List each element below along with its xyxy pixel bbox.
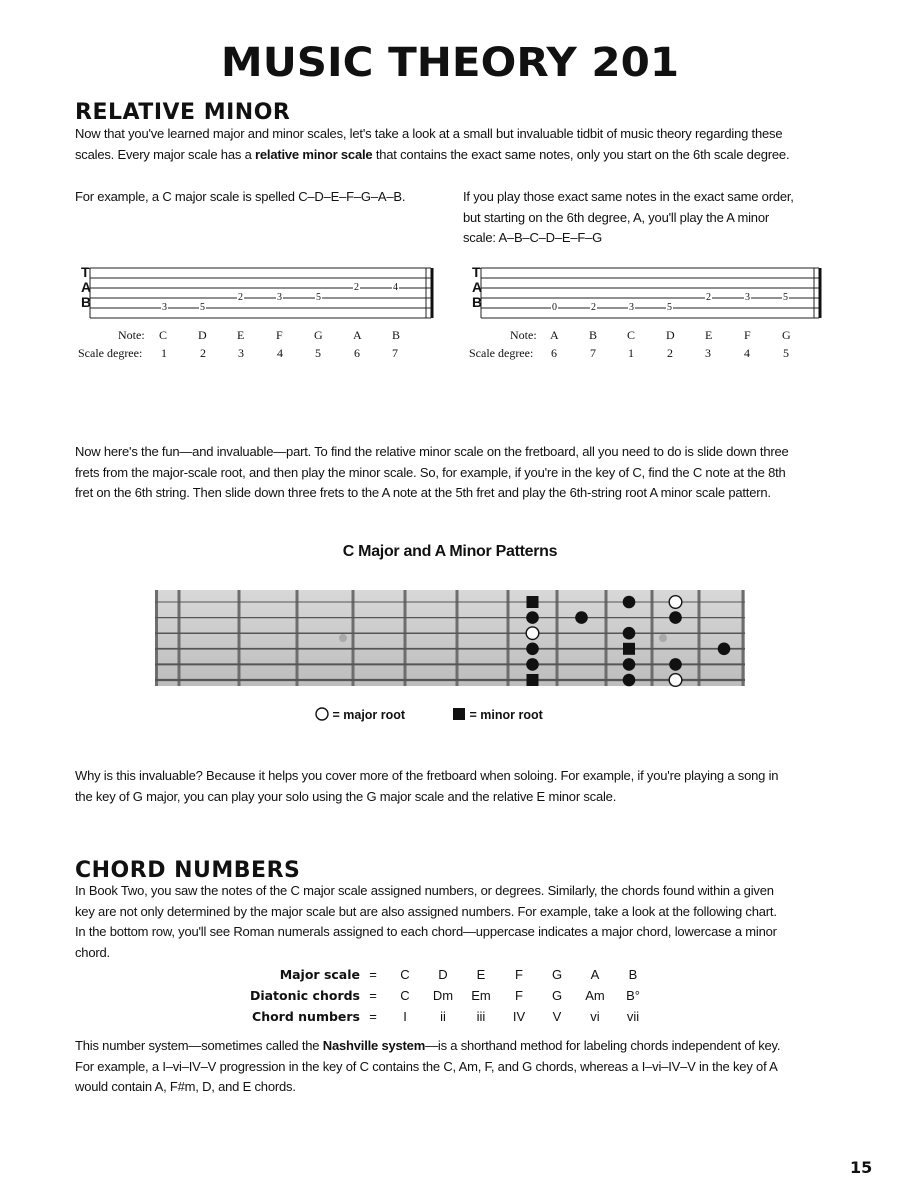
degree-row-label: Scale degree: [78,346,143,360]
fret-wire [698,590,701,686]
degree-row-label: Scale degree: [469,346,534,360]
degree-label: 7 [590,346,596,360]
degree-label: 7 [392,346,398,360]
chord-cell: iii [476,1009,486,1024]
tab-lines [469,262,829,322]
nashville-term: Nashville system [322,1038,426,1053]
intro-text: scales. Every major scale has a [75,146,256,162]
tab-fret-number: 4 [393,282,398,293]
why-line-1: Why is this invaluable? Because it helps you cover more of the fretboard when soloing. For example, if you're playing a song in [75,768,779,783]
scale-note-marker [718,643,731,656]
degree-label: 2 [667,346,673,360]
chord-row-label: Chord numbers [252,1009,360,1024]
scale-note-marker [575,611,588,624]
degree-label: 3 [705,346,711,360]
chord-chart-table [232,964,652,1027]
note-label: C [627,328,636,342]
example-right-line-3: scale: A–B–C–D–E–F–G [463,230,603,245]
slide-paragraph [75,442,835,504]
degree-label: 6 [354,346,360,360]
nashville-line-1 [75,1036,835,1057]
degree-label: 1 [628,346,634,360]
chord-cell: G [551,988,563,1003]
example-right [463,187,843,249]
legend-major-root [315,707,405,722]
fret-wire [651,590,654,686]
note-label: G [314,328,323,342]
tab-fret-number: 0 [552,302,557,313]
why-line-2: the key of G major, you can play your solo using the G major scale and the relative E minor scale. [75,788,617,804]
note-label: A [353,328,362,342]
chord-chart-row [232,964,652,985]
diagram-caption: C Major and A Minor Patterns [342,543,558,560]
degree-label: 4 [744,346,750,360]
slide-line-2: frets from the major-scale root, and then play the minor scale. So, for example, if you're in the key of C, find the C note at the 8th [75,464,786,480]
chord-row-label: Major scale [279,967,360,982]
major-root-marker [526,627,539,640]
intro-text-end: that contains the exact same notes, only you start on the 6th scale degree. [372,146,790,162]
chord-line-4: chord. [75,944,110,960]
example-right-line-1: If you play those exact same notes in the exact same order, [463,189,794,204]
scale-note-marker [669,658,682,671]
chord-chart [232,964,652,1027]
legend-major-label: = major root [332,708,406,722]
section-heading-chord-numbers: CHORD NUMBERS [75,858,301,883]
fretboard-diagram [155,586,745,690]
tab-letter-a: A [81,279,92,295]
example-right-line-2: but starting on the 6th degree, A, you'll play the A minor [463,209,769,225]
tab-fret-number: 3 [745,292,750,303]
tab-letter-t: T [81,264,90,280]
note-label: B [392,328,401,342]
chord-cell: vi [590,1009,600,1024]
fret-wire [178,590,181,686]
scale-note-marker [623,674,636,687]
tab-fret-number: 3 [162,302,167,313]
why-paragraph [75,766,835,807]
chord-numbers-paragraph [75,881,835,963]
degree-label: 5 [315,346,321,360]
chord-line-3: In the bottom row, you'll see Roman numerals assigned to each chord—uppercase indicates a major chord, lowercase a minor [75,924,777,939]
section-heading-relative-minor: RELATIVE MINOR [75,100,291,125]
tab-fret-number: 5 [667,302,672,313]
note-label: E [237,328,245,342]
tab-staff-a-minor [469,262,829,362]
chord-line-1: In Book Two, you saw the notes of the C major scale assigned numbers, or degrees. Similarly, the chords found within a given [75,883,774,898]
chord-cell: Dm [432,988,454,1003]
major-root-marker [669,674,682,687]
slide-line-1: Now here's the fun—and invaluable—part. To find the relative minor scale on the fretboard, all you need to do is slide down three [75,444,789,459]
chord-chart-row [232,985,652,1006]
major-root-marker [669,596,682,609]
degree-label: 3 [238,346,244,360]
fret-wire [238,590,241,686]
tab-fret-number: 3 [629,302,634,313]
chord-cell: F [515,967,523,982]
note-label: G [782,328,791,342]
nashville-line-2: For example, a I–vi–IV–V progression in the key of C contains the C, Am, F, and G chords, whereas a I–vi–IV–V in the key of A [75,1058,778,1074]
intro-line-1: Now that you've learned major and minor scales, let's take a look at a small but invaluable tidbit of music theory regarding these [75,126,783,141]
chord-chart-row [232,1006,652,1027]
legend-minor-label: = minor root [469,708,543,722]
fret-wire [507,590,510,686]
chord-cell: vii [626,1009,640,1024]
tab-fret-number: 2 [354,282,359,293]
open-circle-icon [315,707,329,721]
note-row-label: Note: [118,328,145,342]
degree-label: 6 [551,346,557,360]
fret-wire [556,590,559,686]
chord-line-2: key are not only determined by the major scale but are also assigned numbers. For example, take a look at the following chart. [75,903,777,919]
chord-row-equals: = [369,988,377,1003]
fret-wire [155,590,158,686]
chord-cell: G [551,967,563,982]
tab-fret-number: 5 [200,302,205,313]
intro-line-2 [75,145,835,166]
chord-cell: V [552,1009,562,1024]
note-label: F [276,328,283,342]
tab-staff-c-major [78,262,438,362]
inlay-dot [659,634,667,642]
tab-fret-number: 5 [783,292,788,303]
example-left: For example, a C major scale is spelled C–D–E–F–G–A–B. [75,189,406,204]
legend-minor-root [452,707,543,722]
tab-fret-number: 3 [277,292,282,303]
tab-fret-number: 5 [316,292,321,303]
nashville-text: This number system—sometimes called the [75,1038,323,1053]
tab-lines [78,262,438,322]
tab-letter-t: T [472,264,481,280]
note-label: F [744,328,751,342]
fret-wire [352,590,355,686]
nashville-line-3: would contain A, F#m, D, and E chords. [75,1079,296,1094]
chord-cell: A [590,967,600,982]
page-title: MUSIC THEORY 201 [220,40,680,86]
note-label: D [666,328,675,342]
minor-root-marker [527,596,539,608]
degree-label: 5 [783,346,789,360]
minor-root-marker [623,643,635,655]
degree-label: 1 [161,346,167,360]
inlay-dot [339,634,347,642]
chord-cell: B° [626,988,640,1003]
note-row-label: Note: [510,328,537,342]
note-label: B [589,328,598,342]
tab-fret-number: 2 [706,292,711,303]
nashville-text-end: —is a shorthand method for labeling chords independent of key. [425,1038,781,1053]
chord-cell: C [400,988,410,1003]
slide-line-3: fret on the 6th string. Then slide down three frets to the A note at the 5th fret and play the 6th-string root A minor scale pattern. [75,485,771,500]
degree-label: 2 [200,346,206,360]
chord-cell: B [628,967,638,982]
chord-cell: Am [585,988,605,1003]
page-number: 15 [850,1158,873,1177]
tab-letter-b: B [472,294,483,310]
note-label: C [159,328,168,342]
fret-wire [296,590,299,686]
chord-cell: Em [471,988,491,1003]
nashville-paragraph [75,1036,835,1098]
chord-cell: IV [512,1009,526,1024]
chord-cell: E [476,967,486,982]
intro-paragraph [75,124,835,165]
minor-root-marker [527,674,539,686]
tab-fret-number: 2 [591,302,596,313]
chord-cell: D [438,967,448,982]
note-label: A [550,328,559,342]
chord-cell: I [403,1009,407,1024]
chord-cell: F [515,988,523,1003]
fretboard-board [155,590,745,686]
scale-note-marker [623,627,636,640]
fret-wire [456,590,459,686]
filled-square-icon [452,707,466,721]
scale-note-marker [526,643,539,656]
tab-fret-number: 2 [238,292,243,303]
scale-note-marker [623,658,636,671]
scale-note-marker [526,611,539,624]
fret-wire [742,590,745,686]
tab-letter-b: B [81,294,92,310]
note-label: D [198,328,207,342]
fret-wire [404,590,407,686]
fret-wire [605,590,608,686]
chord-row-equals: = [369,967,377,982]
chord-cell: ii [440,1009,446,1024]
tab-letter-a: A [472,279,483,295]
scale-note-marker [526,658,539,671]
chord-row-label: Diatonic chords [249,988,360,1003]
degree-label: 4 [277,346,283,360]
chord-cell: C [400,967,410,982]
note-label: E [705,328,713,342]
scale-note-marker [623,596,636,609]
scale-note-marker [669,611,682,624]
relative-minor-term: relative minor scale [255,146,373,162]
chord-row-equals: = [369,1009,377,1024]
